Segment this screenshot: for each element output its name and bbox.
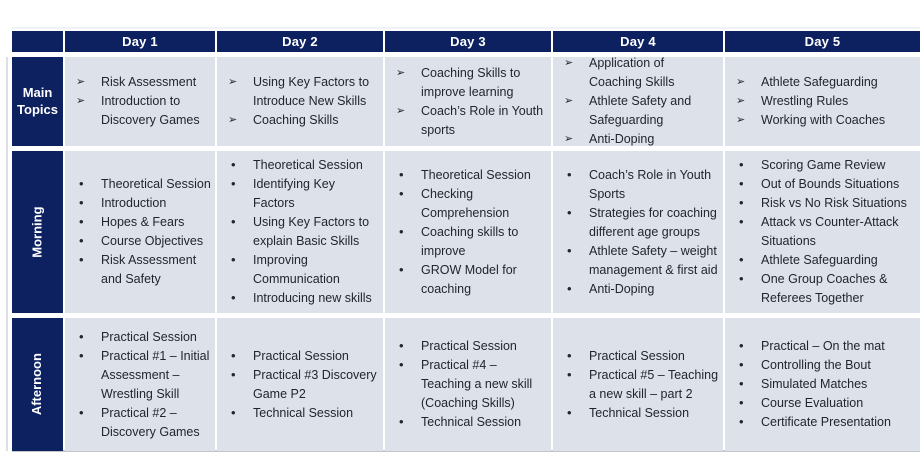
schedule-item: • Using Key Factors to explain Basic Skills — [217, 213, 379, 251]
schedule-item: • Coaching skills to improve — [385, 223, 547, 261]
cell-main-topics-day2 — [217, 57, 383, 146]
table-top-edge-line — [12, 27, 920, 29]
schedule-item: • Practical #2 – Discovery Games — [65, 404, 211, 442]
schedule-item: • Identifying Key Factors — [217, 175, 379, 213]
morning-day4-list — [553, 166, 719, 299]
cell-morning-day2 — [217, 151, 383, 313]
schedule-item: • Out of Bounds Situations — [725, 175, 916, 194]
schedule-item: • Technical Session — [385, 413, 547, 432]
column-header-day3: Day 3 — [385, 31, 551, 52]
cell-afternoon-day4 — [553, 318, 723, 451]
cell-main-topics-day5 — [725, 57, 920, 146]
row-label-afternoon — [12, 318, 63, 451]
schedule-item: • Practical Session — [65, 328, 211, 347]
schedule-item: • Risk Assessment and Safety — [65, 251, 211, 289]
column-header-day2: Day 2 — [217, 31, 383, 52]
cell-main-topics-day4 — [553, 57, 723, 146]
afternoon-day5-list — [725, 337, 916, 432]
row-label-text: Afternoon — [29, 353, 45, 416]
schedule-item: • Technical Session — [217, 404, 379, 423]
cell-afternoon-day1 — [65, 318, 215, 451]
schedule-item: • Practical – On the mat — [725, 337, 916, 356]
column-header-day1: Day 1 — [65, 31, 215, 52]
column-header-day4: Day 4 — [553, 31, 723, 52]
schedule-item: • One Group Coaches & Referees Together — [725, 270, 916, 308]
cell-morning-day4 — [553, 151, 723, 313]
schedule-item: ➢ Coaching Skills to improve learning — [385, 64, 547, 102]
schedule-item: • Practical #1 – Initial Assessment – Wrestling Skill — [65, 347, 211, 404]
morning-day3-list — [385, 166, 547, 299]
column-header-day5: Day 5 — [725, 31, 920, 52]
schedule-item: • Practical Session — [553, 347, 719, 366]
morning-day2-list — [217, 156, 379, 308]
schedule-item: • Course Evaluation — [725, 394, 916, 413]
schedule-item: • Practical Session — [385, 337, 547, 356]
cell-main-topics-day3 — [385, 57, 551, 146]
schedule-item: ➢ Application of Coaching Skills — [553, 57, 719, 92]
course-schedule-table — [12, 31, 920, 451]
schedule-item: ➢ Using Key Factors to Introduce New Skills — [217, 73, 379, 111]
morning-day1-list — [65, 175, 211, 289]
table-left-edge-line — [6, 57, 8, 451]
morning-day5-list — [725, 156, 916, 308]
schedule-item: ➢ Athlete Safety and Safeguarding — [553, 92, 719, 130]
schedule-item: • Certificate Presentation — [725, 413, 916, 432]
cell-afternoon-day3 — [385, 318, 551, 451]
schedule-item: ➢ Coaching Skills — [217, 111, 379, 130]
cell-morning-day1 — [65, 151, 215, 313]
schedule-item: • Attack vs Counter-Attack Situations — [725, 213, 916, 251]
row-label-text: Morning — [29, 206, 45, 258]
row-label-main-topics — [12, 57, 63, 146]
cell-morning-day3 — [385, 151, 551, 313]
schedule-item: • Controlling the Bout — [725, 356, 916, 375]
main-topics-day5-list — [725, 73, 916, 130]
afternoon-day3-list — [385, 337, 547, 432]
schedule-item: • GROW Model for coaching — [385, 261, 547, 299]
schedule-item: • Improving Communication — [217, 251, 379, 289]
schedule-item: • Practical #4 – Teaching a new skill (Coaching Skills) — [385, 356, 547, 413]
main-topics-day4-list — [553, 57, 719, 146]
schedule-item: • Risk vs No Risk Situations — [725, 194, 916, 213]
main-topics-day3-list — [385, 64, 547, 140]
schedule-item: • Theoretical Session — [385, 166, 547, 185]
row-label-text: Main Topics — [17, 85, 58, 117]
cell-main-topics-day1 — [65, 57, 215, 146]
afternoon-day1-list — [65, 328, 211, 442]
main-topics-day2-list — [217, 73, 379, 130]
schedule-item: • Technical Session — [553, 404, 719, 423]
schedule-item: • Scoring Game Review — [725, 156, 916, 175]
schedule-item: • Practical Session — [217, 347, 379, 366]
schedule-item: • Athlete Safety – weight management & first aid — [553, 242, 719, 280]
schedule-item: • Practical #3 Discovery Game P2 — [217, 366, 379, 404]
schedule-item: • Anti-Doping — [553, 280, 719, 299]
schedule-item: • Introduction — [65, 194, 211, 213]
schedule-item: ➢ Risk Assessment — [65, 73, 211, 92]
afternoon-day4-list — [553, 347, 719, 423]
schedule-item: • Strategies for coaching different age groups — [553, 204, 719, 242]
schedule-item: ➢ Working with Coaches — [725, 111, 916, 130]
schedule-item: • Athlete Safeguarding — [725, 251, 916, 270]
schedule-item: • Practical #5 – Teaching a new skill – part 2 — [553, 366, 719, 404]
main-topics-day1-list — [65, 73, 211, 130]
cell-afternoon-day2 — [217, 318, 383, 451]
schedule-item: ➢ Introduction to Discovery Games — [65, 92, 211, 130]
schedule-item: • Course Objectives — [65, 232, 211, 251]
row-label-morning — [12, 151, 63, 313]
corner-header-cell — [12, 31, 63, 52]
schedule-item: • Theoretical Session — [217, 156, 379, 175]
schedule-item: ➢ Athlete Safeguarding — [725, 73, 916, 92]
schedule-item: ➢ Wrestling Rules — [725, 92, 916, 111]
schedule-item: ➢ Anti-Doping — [553, 130, 719, 146]
schedule-item: • Coach’s Role in Youth Sports — [553, 166, 719, 204]
schedule-item: • Theoretical Session — [65, 175, 211, 194]
schedule-item: • Simulated Matches — [725, 375, 916, 394]
cell-afternoon-day5 — [725, 318, 920, 451]
afternoon-day2-list — [217, 347, 379, 423]
schedule-item: ➢ Coach’s Role in Youth sports — [385, 102, 547, 140]
schedule-item: • Checking Comprehension — [385, 185, 547, 223]
schedule-item: • Hopes & Fears — [65, 213, 211, 232]
schedule-item: • Introducing new skills — [217, 289, 379, 308]
cell-morning-day5 — [725, 151, 920, 313]
